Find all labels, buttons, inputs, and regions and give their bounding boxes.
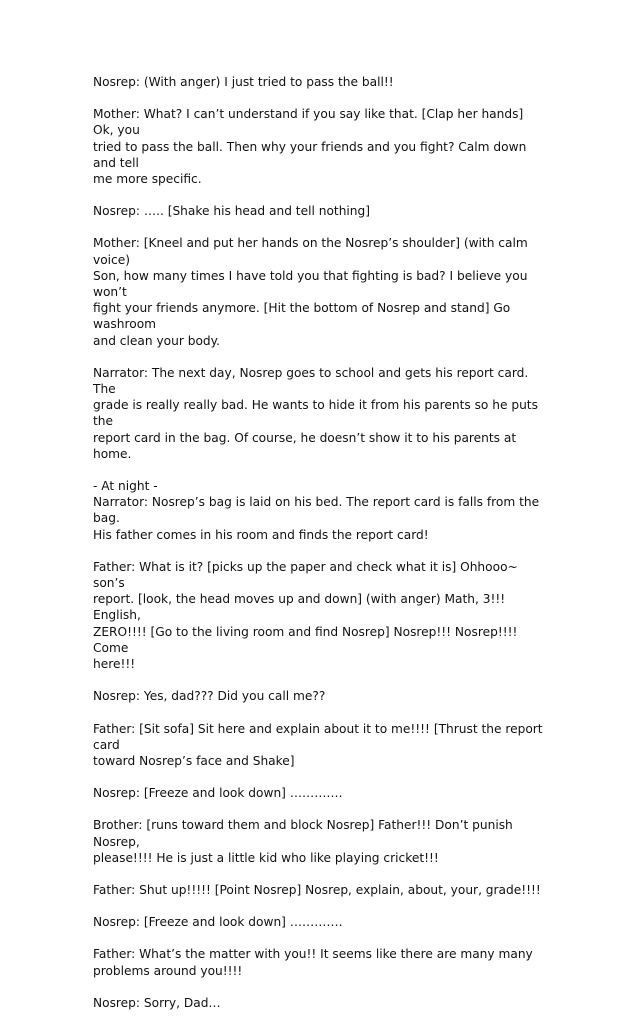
script-paragraph — [93, 882, 543, 898]
text-line: Mother: What? I can’t understand if you say like that. [Clap her hands] Ok, you — [93, 107, 524, 138]
script-paragraph — [93, 721, 543, 770]
text-line: Son, how many times I have told you that fighting is bad? I believe you won’t — [93, 268, 528, 300]
text-line: here!!! — [93, 657, 136, 672]
script-paragraph — [93, 995, 543, 1011]
text-line: report. [look, the head moves up and down] (with anger) Math, 3!!! English, — [93, 592, 506, 623]
text-line: Nosrep: Yes, dad??? Did you call me?? — [93, 689, 326, 704]
text-line: Nosrep: Sorry, Dad… — [93, 995, 221, 1010]
script-paragraph — [93, 235, 543, 348]
text-line: Nosrep: [Freeze and look down] …………. — [93, 786, 343, 801]
text-line: Mother: [Kneel and put her hands on the Nosrep’s shoulder] (with calm voice) — [93, 236, 528, 267]
text-line: Nosrep: [Freeze and look down] …………. — [93, 915, 343, 930]
script-paragraph — [93, 203, 543, 219]
script-paragraph — [93, 106, 543, 187]
text-line: Narrator: Nosrep’s bag is laid on his bed. The report card is falls from the bag. — [93, 495, 540, 526]
script-paragraph — [93, 478, 543, 494]
text-line: please!!!! He is just a little kid who like playing cricket!!! — [93, 850, 439, 865]
text-line: His father comes in his room and finds the report card! — [93, 527, 429, 542]
text-line: Nosrep: ….. [Shake his head and tell nothing] — [93, 204, 371, 219]
text-line: me more specific. — [93, 172, 202, 187]
text-line: Father: [Sit sofa] Sit here and explain about it to me!!!! [Thrust the report card — [93, 721, 543, 752]
text-line: problems around you!!!! — [93, 963, 243, 978]
text-line: - At night - — [93, 479, 158, 494]
script-paragraph — [93, 785, 543, 801]
text-line: Brother: [runs toward them and block Nosrep] Father!!! Don’t punish Nosrep, — [93, 818, 513, 849]
text-line: fight your friends anymore. [Hit the bottom of Nosrep and stand] Go washroom — [93, 301, 511, 332]
text-line: tried to pass the ball. Then why your friends and you fight? Calm down and tell — [93, 139, 527, 170]
text-line: grade is really really bad. He wants to hide it from his parents so he puts the — [93, 398, 538, 429]
script-paragraph — [93, 946, 543, 978]
script-paragraph — [93, 817, 543, 866]
text-line: Nosrep: (With anger) I just tried to pass the ball!! — [93, 75, 394, 89]
script-paragraph — [93, 365, 543, 462]
text-line: Father: What’s the matter with you!! It seems like there are many many — [93, 947, 533, 962]
text-line: report card in the bag. Of course, he doesn’t show it to his parents at home. — [93, 430, 517, 461]
script-paragraph — [93, 688, 543, 704]
text-line: and clean your body. — [93, 333, 221, 348]
script-paragraph — [93, 559, 543, 672]
script-paragraph — [93, 914, 543, 930]
script-paragraph — [93, 74, 543, 90]
text-line: Father: What is it? [picks up the paper and check what it is] Ohhooo~ son’s — [93, 559, 518, 591]
text-line: toward Nosrep’s face and Shake] — [93, 753, 295, 768]
text-line: Narrator: The next day, Nosrep goes to school and gets his report card. The — [93, 365, 529, 397]
text-line: ZERO!!!! [Go to the living room and find Nosrep] Nosrep!!! Nosrep!!!! Come — [93, 624, 518, 655]
document-body — [93, 74, 543, 1027]
text-line: Father: Shut up!!!!! [Point Nosrep] Nosrep, explain, about, your, grade!!!! — [93, 882, 541, 897]
script-paragraph — [93, 494, 543, 543]
